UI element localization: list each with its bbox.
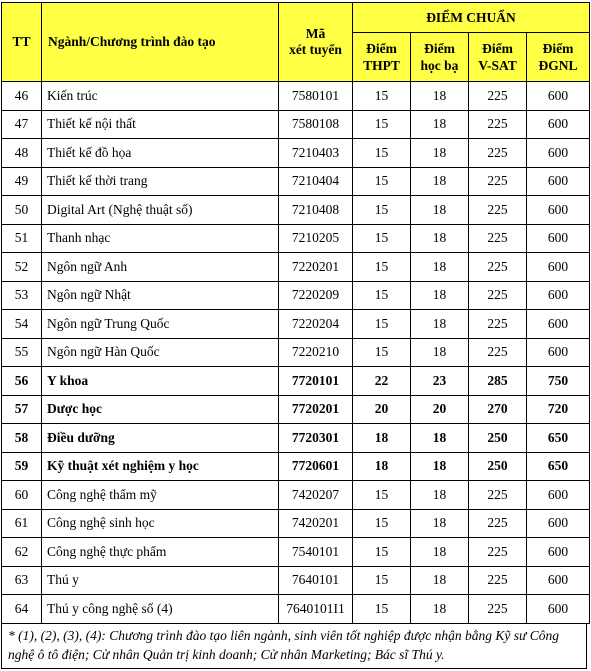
header-program: Ngành/Chương trình đào tạo bbox=[42, 3, 279, 82]
cell-tt: 56 bbox=[2, 367, 42, 396]
cell-program: Y khoa bbox=[42, 367, 279, 396]
cell-thpt: 15 bbox=[353, 538, 411, 567]
cell-tt: 46 bbox=[2, 82, 42, 111]
cell-thpt: 15 bbox=[353, 566, 411, 595]
cell-dgnl: 600 bbox=[527, 595, 590, 624]
cell-hocba: 18 bbox=[411, 253, 469, 282]
table-row bbox=[2, 82, 590, 111]
header-hocba bbox=[411, 33, 469, 82]
header-dgnl-line1: Điểm bbox=[542, 41, 574, 56]
header-hocba-line1: Điểm bbox=[424, 41, 455, 56]
cell-vsat: 225 bbox=[469, 566, 527, 595]
header-dgnl bbox=[527, 33, 590, 82]
cell-code: 7720301 bbox=[279, 424, 353, 453]
header-thpt-line2: THPT bbox=[363, 58, 400, 73]
cell-vsat: 270 bbox=[469, 395, 527, 424]
cell-program: Ngôn ngữ Nhật bbox=[42, 281, 279, 310]
cell-program: Thiết kế nội thất bbox=[42, 110, 279, 139]
cell-hocba: 18 bbox=[411, 167, 469, 196]
table-row bbox=[2, 167, 590, 196]
cell-program: Ngôn ngữ Trung Quốc bbox=[42, 310, 279, 339]
cell-code: 7720601 bbox=[279, 452, 353, 481]
cell-program: Thiết kế thời trang bbox=[42, 167, 279, 196]
header-score-group: ĐIỂM CHUẨN bbox=[353, 3, 590, 33]
cell-code: 7580101 bbox=[279, 82, 353, 111]
cell-program: Dược học bbox=[42, 395, 279, 424]
cell-thpt: 15 bbox=[353, 509, 411, 538]
cell-program: Ngôn ngữ Hàn Quốc bbox=[42, 338, 279, 367]
cell-dgnl: 600 bbox=[527, 253, 590, 282]
cell-vsat: 225 bbox=[469, 281, 527, 310]
table-row bbox=[2, 595, 590, 624]
cell-hocba: 18 bbox=[411, 424, 469, 453]
header-dgnl-line2: ĐGNL bbox=[538, 58, 578, 73]
cell-hocba: 18 bbox=[411, 110, 469, 139]
cell-vsat: 225 bbox=[469, 196, 527, 225]
cell-thpt: 22 bbox=[353, 367, 411, 396]
cell-hocba: 18 bbox=[411, 481, 469, 510]
cell-thpt: 15 bbox=[353, 338, 411, 367]
header-code-line2: xét tuyển bbox=[289, 42, 342, 57]
admission-score-table bbox=[1, 2, 590, 624]
cell-thpt: 18 bbox=[353, 424, 411, 453]
cell-code: 7220201 bbox=[279, 253, 353, 282]
cell-code: 7220210 bbox=[279, 338, 353, 367]
cell-hocba: 18 bbox=[411, 566, 469, 595]
table-row bbox=[2, 481, 590, 510]
cell-vsat: 250 bbox=[469, 452, 527, 481]
cell-dgnl: 600 bbox=[527, 139, 590, 168]
cell-program: Công nghệ sinh học bbox=[42, 509, 279, 538]
cell-program: Thiết kế đồ họa bbox=[42, 139, 279, 168]
cell-thpt: 15 bbox=[353, 253, 411, 282]
cell-hocba: 18 bbox=[411, 139, 469, 168]
cell-program: Thú y bbox=[42, 566, 279, 595]
header-hocba-line2: học bạ bbox=[420, 58, 459, 73]
table-row bbox=[2, 196, 590, 225]
cell-program: Công nghệ thẩm mỹ bbox=[42, 481, 279, 510]
cell-thpt: 15 bbox=[353, 139, 411, 168]
cell-vsat: 225 bbox=[469, 595, 527, 624]
table-row bbox=[2, 281, 590, 310]
table-row bbox=[2, 395, 590, 424]
header-thpt bbox=[353, 33, 411, 82]
cell-dgnl: 600 bbox=[527, 509, 590, 538]
cell-program: Điều dưỡng bbox=[42, 424, 279, 453]
table-row bbox=[2, 509, 590, 538]
cell-tt: 54 bbox=[2, 310, 42, 339]
cell-code: 7580108 bbox=[279, 110, 353, 139]
cell-tt: 52 bbox=[2, 253, 42, 282]
cell-tt: 64 bbox=[2, 595, 42, 624]
cell-program: Kỹ thuật xét nghiệm y học bbox=[42, 452, 279, 481]
cell-tt: 50 bbox=[2, 196, 42, 225]
header-tt: TT bbox=[2, 3, 42, 82]
cell-thpt: 18 bbox=[353, 452, 411, 481]
cell-program: Thú y công nghệ số (4) bbox=[42, 595, 279, 624]
cell-thpt: 15 bbox=[353, 481, 411, 510]
cell-dgnl: 600 bbox=[527, 566, 590, 595]
cell-tt: 61 bbox=[2, 509, 42, 538]
table-row bbox=[2, 452, 590, 481]
cell-code: 7210408 bbox=[279, 196, 353, 225]
cell-vsat: 225 bbox=[469, 253, 527, 282]
header-thpt-line1: Điểm bbox=[366, 41, 397, 56]
cell-dgnl: 600 bbox=[527, 310, 590, 339]
cell-vsat: 225 bbox=[469, 110, 527, 139]
cell-thpt: 15 bbox=[353, 310, 411, 339]
cell-program: Digital Art (Nghệ thuật số) bbox=[42, 196, 279, 225]
cell-hocba: 18 bbox=[411, 538, 469, 567]
cell-vsat: 285 bbox=[469, 367, 527, 396]
header-code bbox=[279, 3, 353, 82]
cell-tt: 59 bbox=[2, 452, 42, 481]
cell-tt: 58 bbox=[2, 424, 42, 453]
cell-vsat: 225 bbox=[469, 224, 527, 253]
cell-tt: 60 bbox=[2, 481, 42, 510]
cell-code: 7220204 bbox=[279, 310, 353, 339]
admission-score-table-container bbox=[1, 2, 589, 624]
cell-vsat: 250 bbox=[469, 424, 527, 453]
header-vsat bbox=[469, 33, 527, 82]
cell-dgnl: 650 bbox=[527, 452, 590, 481]
cell-code: 7420207 bbox=[279, 481, 353, 510]
table-row bbox=[2, 253, 590, 282]
cell-vsat: 225 bbox=[469, 509, 527, 538]
table-body bbox=[2, 82, 590, 624]
cell-thpt: 15 bbox=[353, 595, 411, 624]
table-row bbox=[2, 424, 590, 453]
cell-tt: 47 bbox=[2, 110, 42, 139]
table-row bbox=[2, 110, 590, 139]
cell-tt: 62 bbox=[2, 538, 42, 567]
cell-thpt: 15 bbox=[353, 224, 411, 253]
cell-code: 7720201 bbox=[279, 395, 353, 424]
cell-thpt: 15 bbox=[353, 82, 411, 111]
cell-dgnl: 600 bbox=[527, 338, 590, 367]
cell-vsat: 225 bbox=[469, 310, 527, 339]
cell-thpt: 20 bbox=[353, 395, 411, 424]
cell-hocba: 18 bbox=[411, 281, 469, 310]
cell-hocba: 23 bbox=[411, 367, 469, 396]
cell-program: Ngôn ngữ Anh bbox=[42, 253, 279, 282]
cell-hocba: 20 bbox=[411, 395, 469, 424]
cell-dgnl: 600 bbox=[527, 281, 590, 310]
cell-hocba: 18 bbox=[411, 196, 469, 225]
cell-hocba: 18 bbox=[411, 509, 469, 538]
header-vsat-line1: Điểm bbox=[482, 41, 513, 56]
cell-vsat: 225 bbox=[469, 139, 527, 168]
table-row bbox=[2, 338, 590, 367]
cell-program: Công nghệ thực phẩm bbox=[42, 538, 279, 567]
cell-code: 7540101 bbox=[279, 538, 353, 567]
cell-hocba: 18 bbox=[411, 338, 469, 367]
table-row bbox=[2, 367, 590, 396]
cell-dgnl: 600 bbox=[527, 538, 590, 567]
header-code-line1: Mã bbox=[305, 26, 326, 41]
cell-dgnl: 600 bbox=[527, 110, 590, 139]
cell-vsat: 225 bbox=[469, 82, 527, 111]
cell-dgnl: 650 bbox=[527, 424, 590, 453]
cell-hocba: 18 bbox=[411, 224, 469, 253]
cell-vsat: 225 bbox=[469, 481, 527, 510]
cell-dgnl: 720 bbox=[527, 395, 590, 424]
cell-dgnl: 600 bbox=[527, 82, 590, 111]
table-row bbox=[2, 566, 590, 595]
cell-hocba: 18 bbox=[411, 452, 469, 481]
cell-code: 7640101I1 bbox=[279, 595, 353, 624]
cell-dgnl: 600 bbox=[527, 167, 590, 196]
cell-hocba: 18 bbox=[411, 595, 469, 624]
cell-tt: 55 bbox=[2, 338, 42, 367]
cell-program: Kiến trúc bbox=[42, 82, 279, 111]
cell-code: 7720101 bbox=[279, 367, 353, 396]
cell-code: 7210205 bbox=[279, 224, 353, 253]
cell-thpt: 15 bbox=[353, 281, 411, 310]
cell-vsat: 225 bbox=[469, 167, 527, 196]
cell-dgnl: 600 bbox=[527, 196, 590, 225]
table-row bbox=[2, 310, 590, 339]
cell-code: 7420201 bbox=[279, 509, 353, 538]
cell-thpt: 15 bbox=[353, 167, 411, 196]
cell-dgnl: 600 bbox=[527, 481, 590, 510]
cell-tt: 63 bbox=[2, 566, 42, 595]
header-vsat-line2: V-SAT bbox=[478, 58, 517, 73]
cell-thpt: 15 bbox=[353, 110, 411, 139]
cell-hocba: 18 bbox=[411, 82, 469, 111]
cell-vsat: 225 bbox=[469, 538, 527, 567]
cell-tt: 48 bbox=[2, 139, 42, 168]
cell-dgnl: 750 bbox=[527, 367, 590, 396]
cell-dgnl: 600 bbox=[527, 224, 590, 253]
table-row bbox=[2, 538, 590, 567]
cell-tt: 53 bbox=[2, 281, 42, 310]
cell-tt: 51 bbox=[2, 224, 42, 253]
table-row bbox=[2, 224, 590, 253]
cell-thpt: 15 bbox=[353, 196, 411, 225]
cell-program: Thanh nhạc bbox=[42, 224, 279, 253]
cell-tt: 57 bbox=[2, 395, 42, 424]
cell-tt: 49 bbox=[2, 167, 42, 196]
table-row bbox=[2, 139, 590, 168]
cell-code: 7210403 bbox=[279, 139, 353, 168]
cell-code: 7640101 bbox=[279, 566, 353, 595]
cell-code: 7210404 bbox=[279, 167, 353, 196]
cell-hocba: 18 bbox=[411, 310, 469, 339]
cell-vsat: 225 bbox=[469, 338, 527, 367]
cell-code: 7220209 bbox=[279, 281, 353, 310]
footnote: * (1), (2), (3), (4): Chương trình đào tạo liên ngành, sinh viên tốt nghiệp được nhận bằng Kỹ sư Công nghệ ô tô điện; Cử nhân Quản trị kinh doanh; Cử nhân Marketing; Bác sĩ Thú y. bbox=[1, 623, 587, 669]
